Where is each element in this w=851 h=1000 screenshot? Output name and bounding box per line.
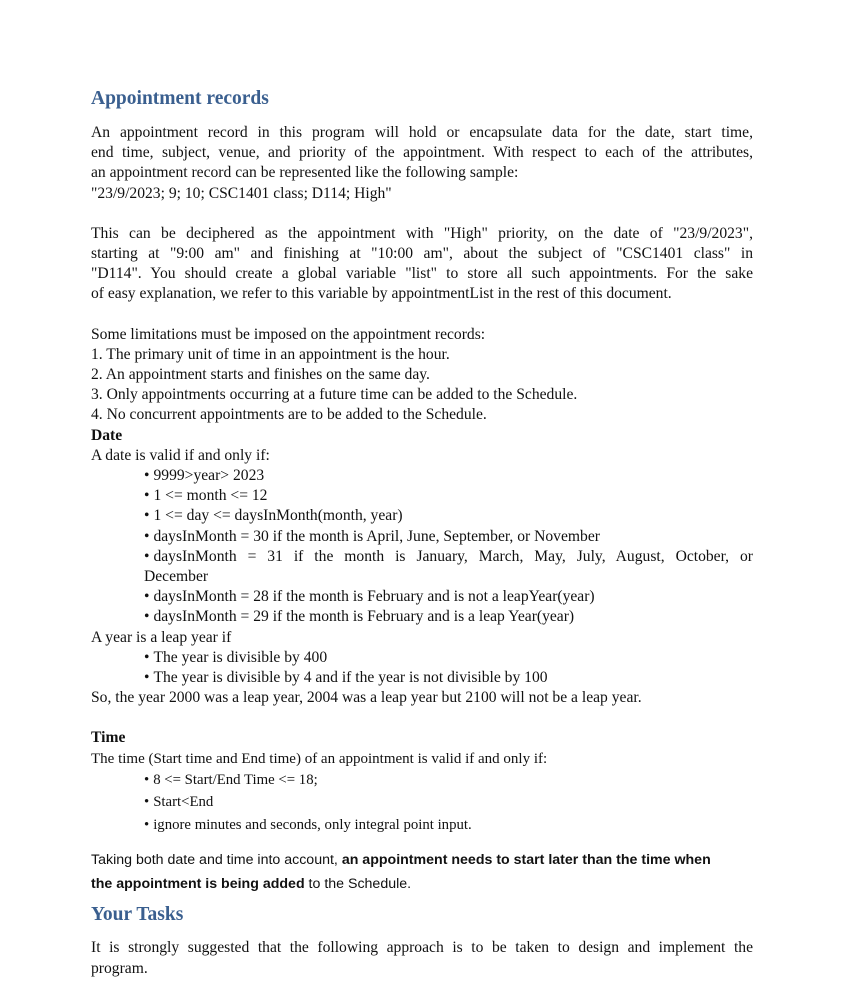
sample-record: "23/9/2023; 9; 10; CSC1401 class; D114; High" bbox=[91, 184, 392, 202]
list-item-text: ignore minutes and seconds, only integral point input. bbox=[153, 816, 472, 833]
list-item bbox=[144, 791, 753, 814]
list-item-text: daysInMonth = 30 if the month is April, June, September, or November bbox=[153, 527, 600, 545]
list-item-text: The year is divisible by 4 and if the year is not divisible by 100 bbox=[153, 669, 548, 687]
list-item bbox=[144, 769, 753, 792]
list-item-text: daysInMonth = 31 if the month is January, March, May, July, August, October, or bbox=[153, 547, 753, 565]
list-item bbox=[144, 506, 753, 526]
list-item bbox=[144, 486, 753, 506]
list-item-continuation bbox=[144, 567, 753, 587]
intro-paragraph bbox=[91, 123, 753, 204]
bullet-icon: • bbox=[144, 771, 150, 788]
bullet-icon: • bbox=[144, 487, 150, 505]
bullet-icon: • bbox=[144, 648, 150, 666]
bullet-icon: • bbox=[144, 608, 150, 626]
limitation-item: 2. An appointment starts and finishes on the same day. bbox=[91, 366, 430, 384]
intro-line: an appointment record can be represented like the following sample: bbox=[91, 164, 519, 182]
list-item-text: The year is divisible by 400 bbox=[153, 648, 328, 666]
time-note-bold: an appointment needs to start later than the time when bbox=[341, 852, 711, 869]
time-note bbox=[91, 848, 753, 896]
list-item bbox=[144, 587, 753, 607]
explain-paragraph bbox=[91, 224, 753, 305]
limitations-intro: Some limitations must be imposed on the appointment records: bbox=[91, 325, 486, 343]
explain-line: of easy explanation, we refer to this variable by appointmentList in the rest of this document. bbox=[91, 285, 672, 303]
bullet-icon: • bbox=[144, 794, 150, 811]
bullet-icon: • bbox=[144, 467, 150, 485]
bullet-icon: • bbox=[144, 527, 150, 545]
bullet-icon: • bbox=[144, 816, 150, 833]
time-title: Time bbox=[91, 729, 126, 747]
tasks-line: It is strongly suggested that the following approach is to be taken to design and implement the bbox=[91, 939, 753, 957]
appointment-records-heading: Appointment records bbox=[91, 88, 269, 109]
list-item-text: daysInMonth = 28 if the month is February and is not a leapYear(year) bbox=[153, 588, 595, 606]
limitation-item: 4. No concurrent appointments are to be added to the Schedule. bbox=[91, 406, 487, 424]
list-item-text: 9999>year> 2023 bbox=[153, 467, 265, 485]
date-title: Date bbox=[91, 426, 123, 444]
bullet-icon: • bbox=[144, 547, 150, 565]
bullet-icon: • bbox=[144, 588, 150, 606]
explain-line: starting at "9:00 am" and finishing at "10:00 am", about the subject of "CSC1401 class" in bbox=[91, 245, 753, 263]
tasks-paragraph bbox=[91, 938, 753, 978]
limitation-item: 1. The primary unit of time in an appointment is the hour. bbox=[91, 345, 450, 363]
list-item-text: daysInMonth = 29 if the month is February and is a leap Year(year) bbox=[153, 608, 575, 626]
bullet-icon: • bbox=[144, 669, 150, 687]
list-item-text: Start<End bbox=[153, 794, 214, 811]
list-item bbox=[144, 547, 753, 567]
tasks-line: program. bbox=[91, 959, 148, 977]
leap-year-intro: A year is a leap year if bbox=[91, 628, 232, 646]
leap-year-example: So, the year 2000 was a leap year, 2004 was a leap year but 2100 will not be a leap year. bbox=[91, 689, 642, 707]
time-intro: The time (Start time and End time) of an appointment is valid if and only if: bbox=[91, 750, 548, 767]
list-item bbox=[144, 648, 753, 668]
intro-line: An appointment record in this program will hold or encapsulate data for the date, start time, bbox=[91, 124, 753, 141]
list-item bbox=[144, 607, 753, 627]
explain-line: This can be deciphered as the appointment with "High" priority, on the date of "23/9/2023", bbox=[91, 224, 753, 242]
list-item bbox=[144, 466, 753, 486]
list-item bbox=[144, 814, 753, 837]
time-rules-list bbox=[91, 769, 753, 837]
date-rules-list bbox=[91, 466, 753, 628]
list-item bbox=[144, 668, 753, 688]
bullet-icon: • bbox=[144, 507, 150, 525]
leap-rules-list bbox=[91, 648, 753, 688]
your-tasks-heading: Your Tasks bbox=[91, 904, 184, 926]
list-item bbox=[144, 527, 753, 547]
intro-line: end time, subject, venue, and priority of the appointment. With respect to each of the attributes, bbox=[91, 144, 753, 162]
list-item-text: 8 <= Start/End Time <= 18; bbox=[153, 771, 318, 788]
time-note-bold: the appointment is being added bbox=[91, 876, 305, 893]
date-intro: A date is valid if and only if: bbox=[91, 446, 270, 464]
document-page bbox=[91, 86, 753, 979]
list-item-text: 1 <= day <= daysInMonth(month, year) bbox=[153, 507, 403, 525]
limitation-item: 3. Only appointments occurring at a future time can be added to the Schedule. bbox=[91, 386, 578, 404]
time-note-pre: Taking both date and time into account, bbox=[91, 852, 342, 869]
list-item-text: 1 <= month <= 12 bbox=[153, 487, 268, 505]
time-note-post: to the Schedule. bbox=[304, 876, 412, 893]
list-item-text: December bbox=[144, 568, 209, 586]
explain-line: "D114". You should create a global variable "list" to store all such appointments. For the sake bbox=[91, 265, 753, 283]
